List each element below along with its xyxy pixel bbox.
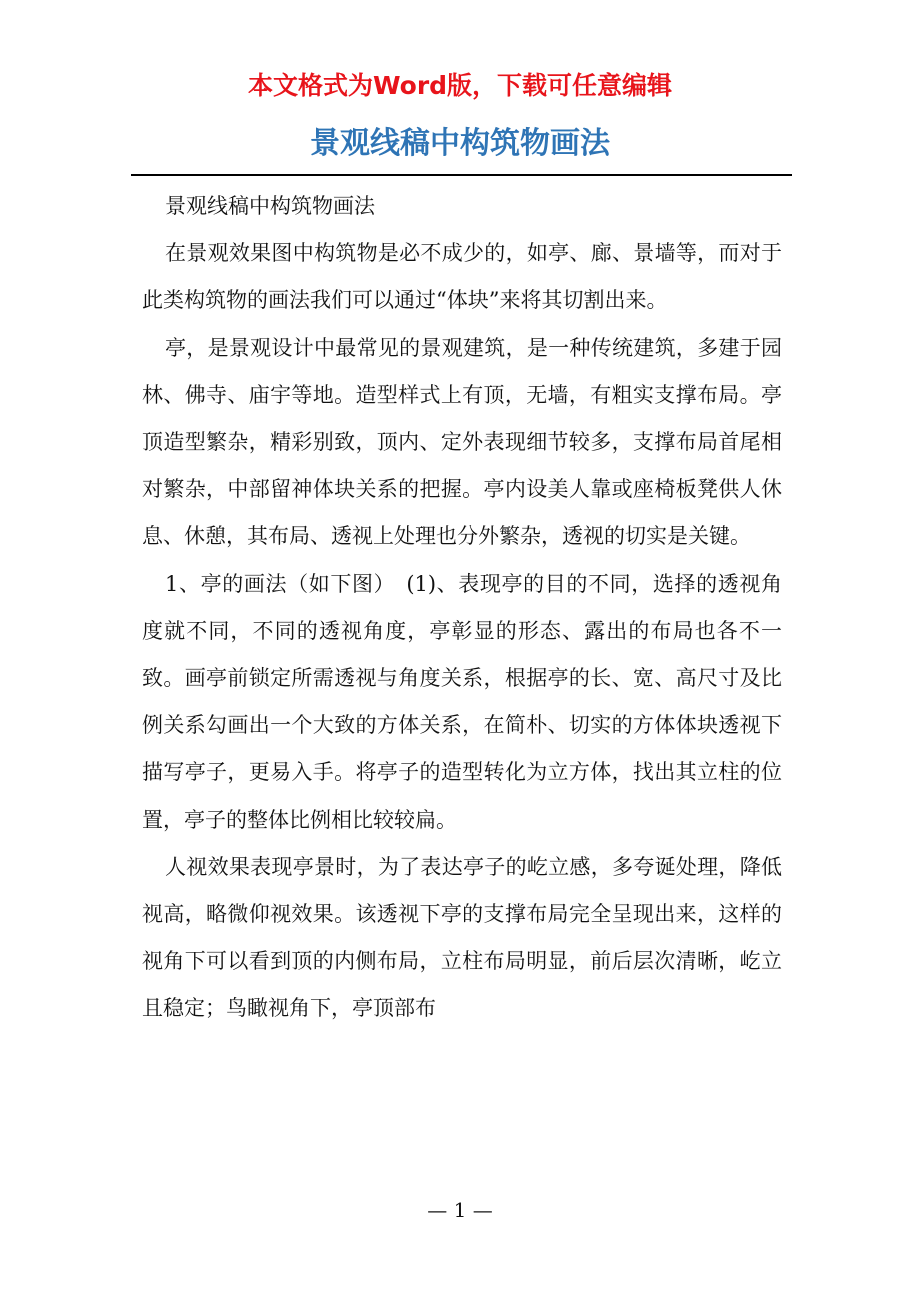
body-paragraph: 亭，是景观设计中最常见的景观建筑，是一种传统建筑，多建于园林、佛寺、庙宇等地。造型样式上有顶，无墙，有粗实支撑布局。亭顶造型繁杂，精彩别致，顶内、定外表现细节较多，支撑布局首尾相对繁杂，中部留神体块关系的把握。亭内设美人靠或座椅板凳供人休息、休憩，其布局、透视上处理也分外繁杂，透视的切实是关键。 bbox=[142, 335, 782, 549]
document-title: 景观线稿中构筑物画法 bbox=[310, 126, 610, 161]
document-body bbox=[142, 183, 782, 1033]
body-paragraph: 1、亭的画法（如下图） (1)、表现亭的目的不同，选择的透视角度就不同，不同的透视角度，亭彰显的形态、露出的布局也各不一致。画亭前锁定所需透视与角度关系，根据亭的长、宽、高尺寸及比例关系勾画出一个大致的方体关系，在简朴、切实的方体体块透视下描写亭子，更易入手。将亭子的造型转化为立方体，找出其立柱的位置，亭子的整体比例相比较较扁。 bbox=[142, 571, 782, 832]
body-paragraph: 景观线稿中构筑物画法 bbox=[165, 194, 375, 218]
title-divider bbox=[131, 174, 792, 176]
format-notice: 本文格式为Word版，下载可任意编辑 bbox=[247, 71, 673, 100]
body-paragraph: 在景观效果图中构筑物是必不成少的，如亭、廊、景墙等，而对于此类构筑物的画法我们可以通过“体块”来将其切割出来。 bbox=[142, 241, 782, 313]
body-paragraph: 人视效果表现亭景时，为了表达亭子的屹立感，多夸诞处理，降低视高，略微仰视效果。该透视下亭的支撑布局完全呈现出来，这样的视角下可以看到顶的内侧布局，立柱布局明显，前后层次清晰，屹立且稳定；鸟瞰视角下，亭顶部布 bbox=[142, 854, 782, 1021]
page-number: — 1 — bbox=[427, 1198, 493, 1222]
